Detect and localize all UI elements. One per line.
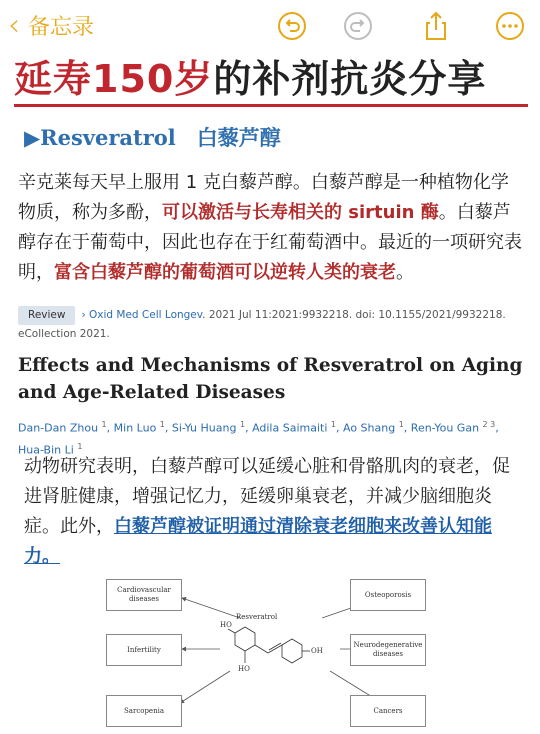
author-name[interactable]: Ren-You Gan — [410, 421, 480, 435]
author-name[interactable]: Ao Shang — [342, 421, 396, 435]
title-black-part: 的补剂抗炎分享 — [213, 57, 487, 101]
author-name[interactable]: Min Luo — [113, 421, 157, 435]
redo-icon[interactable] — [342, 10, 374, 42]
box-neurodegenerative: Neurodegenerative diseases — [350, 634, 426, 666]
title-underline — [14, 104, 528, 107]
para1-text-3: 。 — [396, 262, 414, 283]
share-icon[interactable] — [420, 10, 452, 42]
review-badge: Review — [18, 306, 75, 325]
para1-text-2: 。白藜芦醇存在于葡萄中，因此也存在于红葡萄酒中。最近的一项研究表明， — [18, 202, 522, 283]
para2-text: 动物研究表明，白藜芦醇可以延缓心脏和骨骼肌肉的衰老，促进肾脏健康，增强记忆力，延缓卵巢衰老，并减少脑细胞炎症。此外， — [24, 456, 510, 537]
citation-line — [18, 306, 528, 344]
author-affiliation: 2 3 — [482, 420, 496, 429]
author-affiliation: 1 — [398, 420, 404, 429]
more-icon[interactable] — [494, 10, 526, 42]
hydroxyl-label-1: HO — [220, 621, 232, 629]
hydroxyl-label-3: OH — [311, 647, 323, 655]
chevron-left-icon: ‹ — [8, 7, 20, 43]
box-osteoporosis: Osteoporosis — [350, 579, 426, 611]
citation-details: . 2021 Jul 11:2021:9932218. doi: 10.1155/2021/9932218. — [202, 309, 506, 321]
author-affiliation: 1 — [101, 420, 107, 429]
author-list: Dan-Dan Zhou $^1$, Min Luo $^1$, Si-Yu Huang $^1$, Adila Saimaiti $^1$, Ao Shang $^1$, Ren-You Gan $^{2 3}$, Hua-Bin Li $^1$ — [18, 420, 499, 457]
back-label: 备忘录 — [28, 15, 95, 40]
resveratrol-diagram — [100, 573, 460, 731]
box-cancers: Cancers — [350, 695, 426, 727]
box-cardiovascular: Cardiovascular diseases — [106, 579, 182, 611]
author-affiliation: 1 — [159, 420, 165, 429]
box-sarcopenia: Sarcopenia — [106, 695, 182, 727]
author-name[interactable]: Dan-Dan Zhou — [18, 421, 99, 435]
back-button[interactable] — [8, 7, 95, 43]
author-name[interactable]: Hua-Bin Li — [18, 443, 74, 457]
intro-paragraph — [18, 168, 526, 288]
chevron-right-icon: › — [81, 309, 90, 321]
undo-icon[interactable] — [276, 10, 308, 42]
para1-highlight-1: 可以激活与长寿相关的 sirtuin 酶 — [162, 202, 439, 223]
resveratrol-label: Resveratrol — [236, 613, 278, 621]
paper-title: Effects and Mechanisms of Resveratrol on Aging and Age-Related Diseases — [18, 355, 523, 403]
para1-text-1: 辛克莱每天早上服用 1 克白藜芦醇。白藜芦醇是一种植物化学物质，称为多酚， — [18, 172, 509, 223]
para1-highlight-2: 富含白藜芦醇的葡萄酒可以逆转人类的衰老 — [54, 262, 396, 283]
author-name[interactable]: Si-Yu Huang — [171, 421, 237, 435]
section-heading: ▶Resveratrol 白藜芦醇 — [24, 125, 281, 150]
note-title — [14, 54, 530, 104]
author-affiliation: 1 — [330, 420, 336, 429]
ecollection-text: eCollection 2021. — [18, 328, 110, 340]
hydroxyl-label-2: HO — [238, 665, 250, 673]
author-affiliation: 1 — [77, 441, 83, 451]
findings-paragraph — [24, 452, 524, 572]
author-name[interactable]: Adila Saimaiti — [252, 421, 328, 435]
journal-link[interactable]: Oxid Med Cell Longev — [89, 309, 203, 321]
title-red-part: 延寿150岁 — [14, 57, 214, 101]
box-infertility: Infertility — [106, 634, 182, 666]
para2-link[interactable]: 白藜芦醇被证明通过清除衰老细胞来改善认知能力。 — [24, 516, 492, 567]
notes-toolbar — [0, 0, 540, 50]
author-affiliation: 1 — [239, 420, 246, 429]
